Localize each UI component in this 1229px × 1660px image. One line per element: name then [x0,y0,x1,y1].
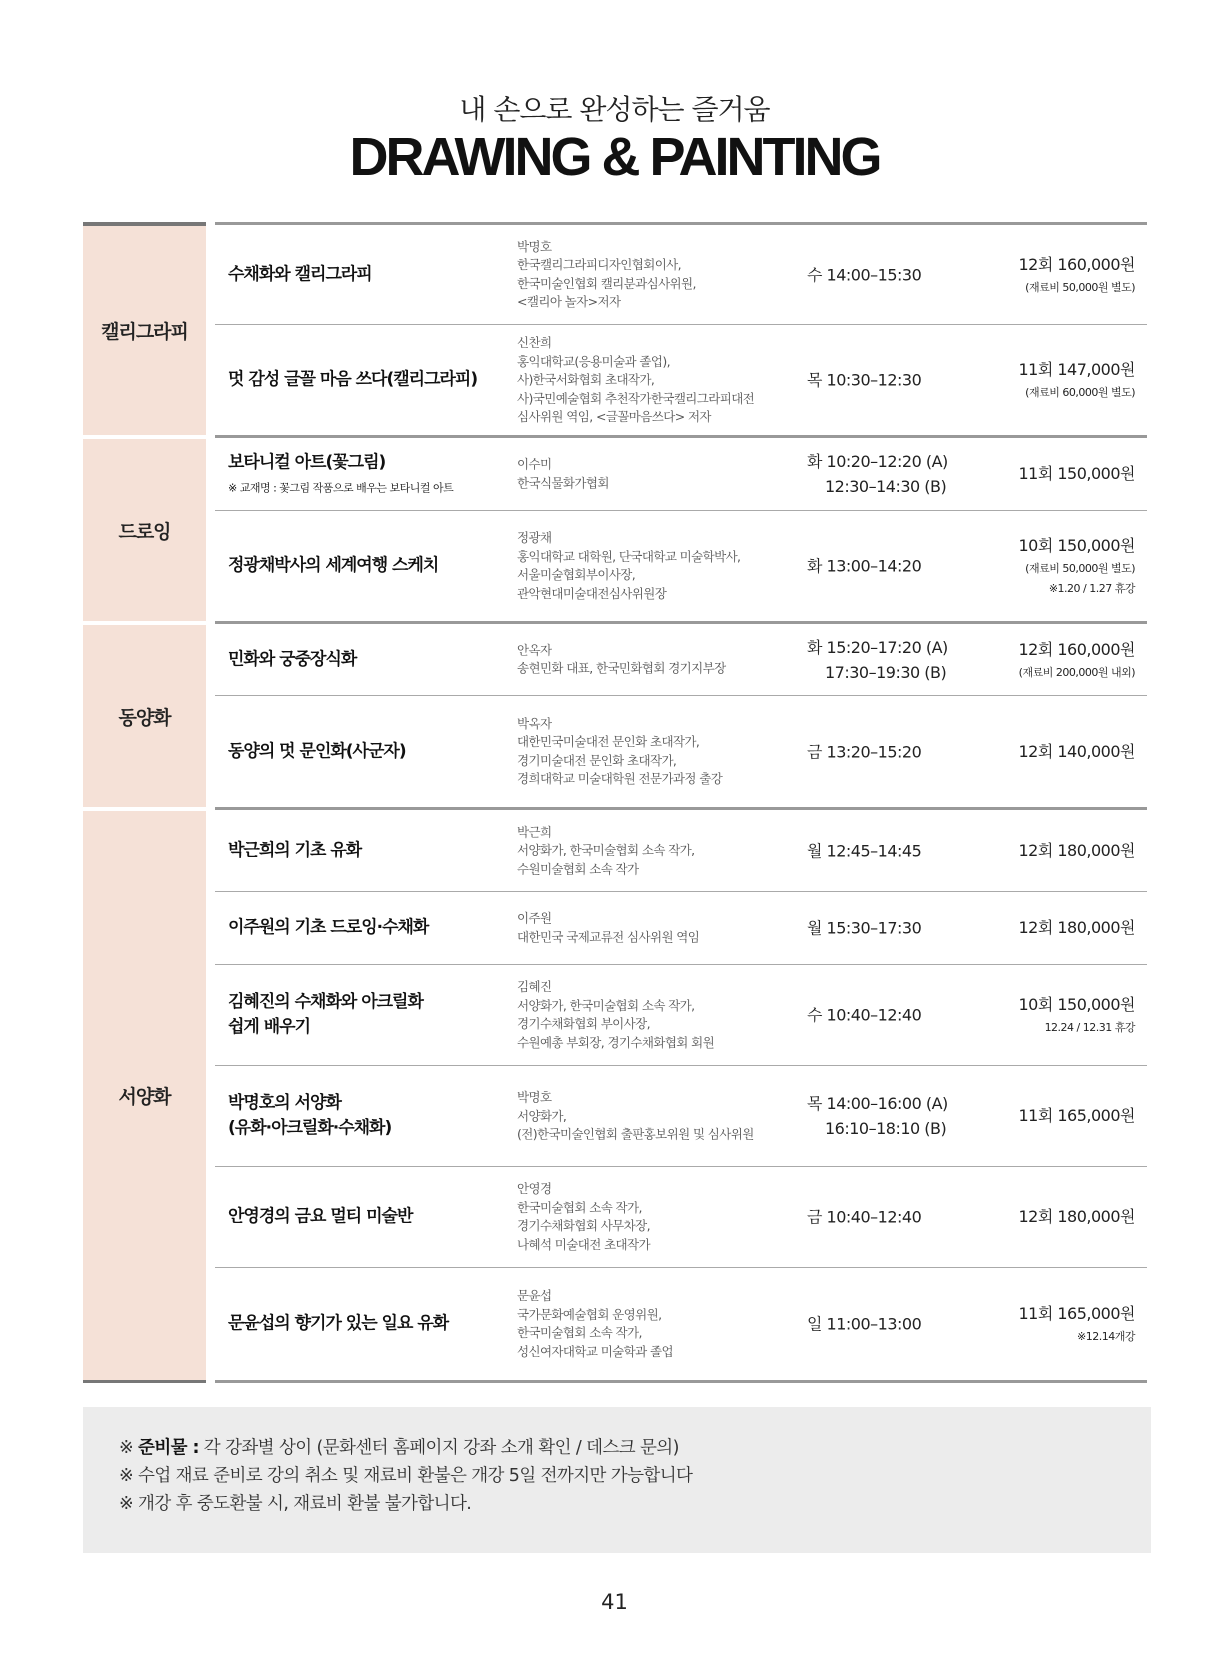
table-row [215,891,1147,964]
instructor-name: 문윤섭 [517,1288,552,1303]
instructor-info [517,529,740,603]
instructor-credential: 경기수채화협회 사무차장, [517,1218,650,1233]
instructor-name: 안영경 [517,1181,552,1196]
table-row [215,621,1147,695]
instructor-credential: 대한민국미술대전 문인화 초대작가, [517,734,700,749]
table-row [215,510,1147,621]
class-time-slot: 금 10:40–12:40 [807,1207,922,1227]
price-value: 11회 147,000원 [1018,360,1135,379]
course-title [228,838,361,863]
class-time [807,554,921,579]
class-time [807,635,948,685]
course-title-line: 정광채박사의 세계여행 스케치 [228,555,439,576]
instructor-credential: 홍익대학교 대학원, 단국대학교 미술학박사, [517,548,741,564]
instructor-credential: 한국미술협회 소속 작가, [517,1325,642,1340]
table-row [215,1166,1147,1267]
class-price [1018,637,1135,683]
instructor-credential: 관악현대미술대전심사위원장 [517,585,667,601]
note-line-3: ※ 개강 후 중도환불 시, 재료비 환불 불가합니다. [119,1494,472,1514]
category-rows [215,222,1147,435]
class-time-slot: 화 15:20–17:20 (A) [807,637,948,657]
instructor-credential: 한국식물화가협회 [517,475,609,490]
instructor-info [517,456,609,493]
class-price [1018,992,1135,1038]
instructor-credential: 수원미술협회 소속 작가 [517,860,639,876]
class-time [807,1091,948,1141]
table-row [215,695,1147,807]
price-note: (재료비 50,000원 별도) [1025,562,1135,575]
class-time-slot: 16:10–18:10 (B) [825,1119,947,1138]
class-time [807,262,921,287]
page-title: DRAWING & PAINTING [349,127,880,187]
instructor-credential: 대한민국 국제교류전 심사위원 역임 [517,929,700,944]
note-line-2: ※ 수업 재료 준비로 강의 취소 및 재료비 환불은 개강 5일 전까지만 가능합니다 [119,1466,693,1486]
course-title-line: 멋 감성 글꼴 마음 쓰다(캘리그라피) [228,369,478,390]
instructor-credential: 서울미술협회부이사장, [517,567,636,582]
class-price [1018,1301,1135,1347]
category-label: 동양화 [83,621,206,807]
note-bold-label: 준비물 : [138,1438,199,1458]
instructor-credential: 사)국민예술협회 추천작가한국캘리그라피대전 [517,390,755,406]
instructor-info [517,1287,673,1361]
class-price [1018,252,1135,298]
table-row [215,324,1147,435]
course-title-line: 동양의 멋 문인화(사군자) [228,741,406,761]
course-title-line: 박명호의 서양화 [228,1093,341,1113]
price-value: 11회 165,000원 [1018,1106,1135,1125]
class-price [1018,533,1135,599]
instructor-info [517,823,695,879]
instructor-name: 정광채 [517,530,552,545]
class-time-slot: 화 13:00–14:20 [807,556,922,576]
class-price [1018,357,1135,403]
instructor-credential: 서양화가, [517,1107,567,1123]
course-title [228,990,423,1040]
class-time-slot: 금 13:20–15:20 [807,742,922,761]
page-number: 41 [601,1590,628,1614]
instructor-name: 박명호 [517,1089,552,1105]
class-price [1018,1103,1135,1129]
price-note: (재료비 200,000원 내외) [1018,665,1135,679]
category-label: 캘리그라피 [83,222,206,435]
class-time [807,1312,921,1337]
instructor-credential: 한국캘리그라피디자인협회이사, [517,257,682,272]
price-value: 12회 160,000원 [1018,639,1135,659]
course-title-line: 보타니컬 아트(꽃그림) [228,452,386,473]
class-time [807,739,921,764]
instructor-credential: 한국미술인협회 캘리분과심사위원, [517,275,696,291]
class-time [807,449,948,499]
category-group [83,435,1147,621]
instructor-name: 김혜진 [517,979,552,994]
instructor-name: 신찬희 [517,334,552,350]
price-value: 12회 140,000원 [1018,741,1135,761]
course-title-line: 수채화와 캘리그라피 [228,264,372,284]
course-title [228,451,453,498]
price-value: 10회 150,000원 [1018,995,1135,1014]
instructor-credential: 경기수채화협회 부이사장, [517,1016,650,1031]
course-title-line: 박근희의 기초 유화 [228,840,362,860]
instructor-info [517,238,696,312]
course-title-line: 문윤섭의 향기가 있는 일요 유화 [228,1313,449,1334]
instructor-name: 이주원 [517,910,552,926]
course-title [228,554,438,579]
class-price [1018,915,1135,941]
class-time [807,838,921,863]
table-row [215,807,1147,891]
instructor-credential: 수원예총 부회장, 경기수채화협회 회원 [517,1034,715,1050]
class-time [807,368,921,393]
class-time-slot: 목 14:00–16:00 (A) [807,1094,948,1113]
table-row [215,1065,1147,1166]
class-time-slot: 화 10:20–12:20 (A) [807,452,948,471]
course-title-line: 민화와 궁중장식화 [228,649,357,669]
category-rows [215,621,1147,807]
course-title-line: 안영경의 금요 멀티 미술반 [228,1206,413,1227]
table-row [215,222,1147,324]
price-note: (재료비 60,000원 별도) [1025,386,1135,399]
course-title [228,262,372,287]
price-note: 12.24 / 12.31 휴강 [1044,1021,1135,1034]
class-time [807,1205,921,1230]
category-rows [215,807,1147,1380]
instructor-name: 박명호 [517,238,552,254]
instructor-credential: 경기미술대전 문인화 초대작가, [517,752,677,768]
instructor-credential: 서양화가, 한국미술협회 소속 작가, [517,842,695,858]
class-time-slot: 17:30–19:30 (B) [825,662,947,682]
course-title [228,1091,391,1141]
course-title-line: (유화·아크릴화·수채화) [228,1118,392,1138]
price-note: ※1.20 / 1.27 휴강 [1048,582,1135,595]
instructor-info [517,641,726,678]
category-group [83,807,1147,1380]
instructor-credential: 심사위원 역임, <글꼴마음쓰다> 저자 [517,408,711,424]
instructor-credential: 한국미술협회 소속 작가, [517,1199,642,1215]
instructor-info [517,978,714,1052]
instructor-credential: 홍익대학교(응용미술과 졸업), [517,353,671,369]
class-time [807,916,921,941]
note-mark: ※ [119,1438,139,1458]
category-label: 서양화 [83,807,206,1380]
instructor-credential: 송현민화 대표, 한국민화협회 경기지부장 [517,660,726,676]
class-time-slot: 수 10:40–12:40 [807,1005,922,1025]
table-bottom-border [83,1380,1147,1383]
page-subtitle: 내 손으로 완성하는 즐거움 [459,93,770,126]
class-price [1018,1204,1135,1230]
instructor-info [517,910,699,947]
instructor-name: 안옥자 [517,642,552,657]
category-group [83,222,1147,435]
notes-box [83,1407,1151,1553]
instructor-credential: 서양화가, 한국미술협회 소속 작가, [517,997,695,1013]
category-label: 드로잉 [83,435,206,621]
table-row [215,964,1147,1065]
instructor-credential: 경희대학교 미술대학원 전문가과정 출강 [517,771,723,786]
instructor-credential: (전)한국미술인협회 출판홍보위원 및 심사위원 [517,1126,754,1142]
course-title [228,739,406,764]
class-time-slot: 월 15:30–17:30 [807,918,922,938]
class-time-slot: 목 10:30–12:30 [807,370,922,390]
class-time-slot: 일 11:00–13:00 [807,1314,922,1334]
instructor-info [517,1180,650,1254]
class-time-slot: 12:30–14:30 (B) [825,477,947,496]
price-value: 10회 150,000원 [1018,536,1135,555]
note-text: 각 강좌별 상이 (문화센터 홈페이지 강좌 소개 확인 / 데스크 문의) [198,1438,679,1458]
instructor-name: 박옥자 [517,715,552,731]
course-title [228,647,356,672]
instructor-info [517,1088,754,1144]
price-value: 11회 150,000원 [1018,464,1135,483]
instructor-name: 이수미 [517,456,552,472]
price-value: 12회 180,000원 [1018,1207,1135,1226]
class-time-slot: 월 12:45–14:45 [807,841,922,860]
table-row [215,1267,1147,1380]
price-value: 12회 180,000원 [1018,840,1135,860]
class-price [1018,739,1135,765]
instructor-credential: 나혜석 미술대전 초대작가 [517,1236,650,1252]
instructor-info [517,715,722,789]
course-title [228,368,477,393]
table-row [215,435,1147,510]
price-note: (재료비 50,000원 별도) [1025,280,1135,294]
course-title [228,916,428,941]
price-value: 11회 165,000원 [1018,1304,1135,1323]
course-title [228,1205,412,1230]
price-note: ※12.14개강 [1077,1330,1135,1343]
course-table [83,222,1147,1380]
class-price [1018,838,1135,864]
instructor-name: 박근희 [517,823,552,839]
class-time-slot: 수 14:00–15:30 [807,265,922,284]
category-rows [215,435,1147,621]
course-title-line: 쉽게 배우기 [228,1017,311,1037]
price-value: 12회 160,000원 [1018,254,1135,274]
note-line-1 [119,1434,1151,1462]
instructor-credential: 국가문화예술협회 운영위원, [517,1306,662,1322]
course-note: ※ 교재명 : 꽃그림 작품으로 배우는 보타니컬 아트 [228,481,454,495]
instructor-credential: <캘리아 놀자>저자 [517,294,621,309]
course-title-line: 김혜진의 수채화와 아크릴화 [228,992,423,1012]
instructor-credential: 성신여자대학교 미술학과 졸업 [517,1343,673,1359]
class-time [807,1003,921,1028]
instructor-credential: 사)한국서화협회 초대작가, [517,371,655,387]
price-value: 12회 180,000원 [1018,918,1135,937]
course-title [228,1312,448,1337]
class-price [1018,461,1135,487]
course-title-line: 이주원의 기초 드로잉·수채화 [228,917,429,938]
category-group [83,621,1147,807]
instructor-info [517,334,754,427]
